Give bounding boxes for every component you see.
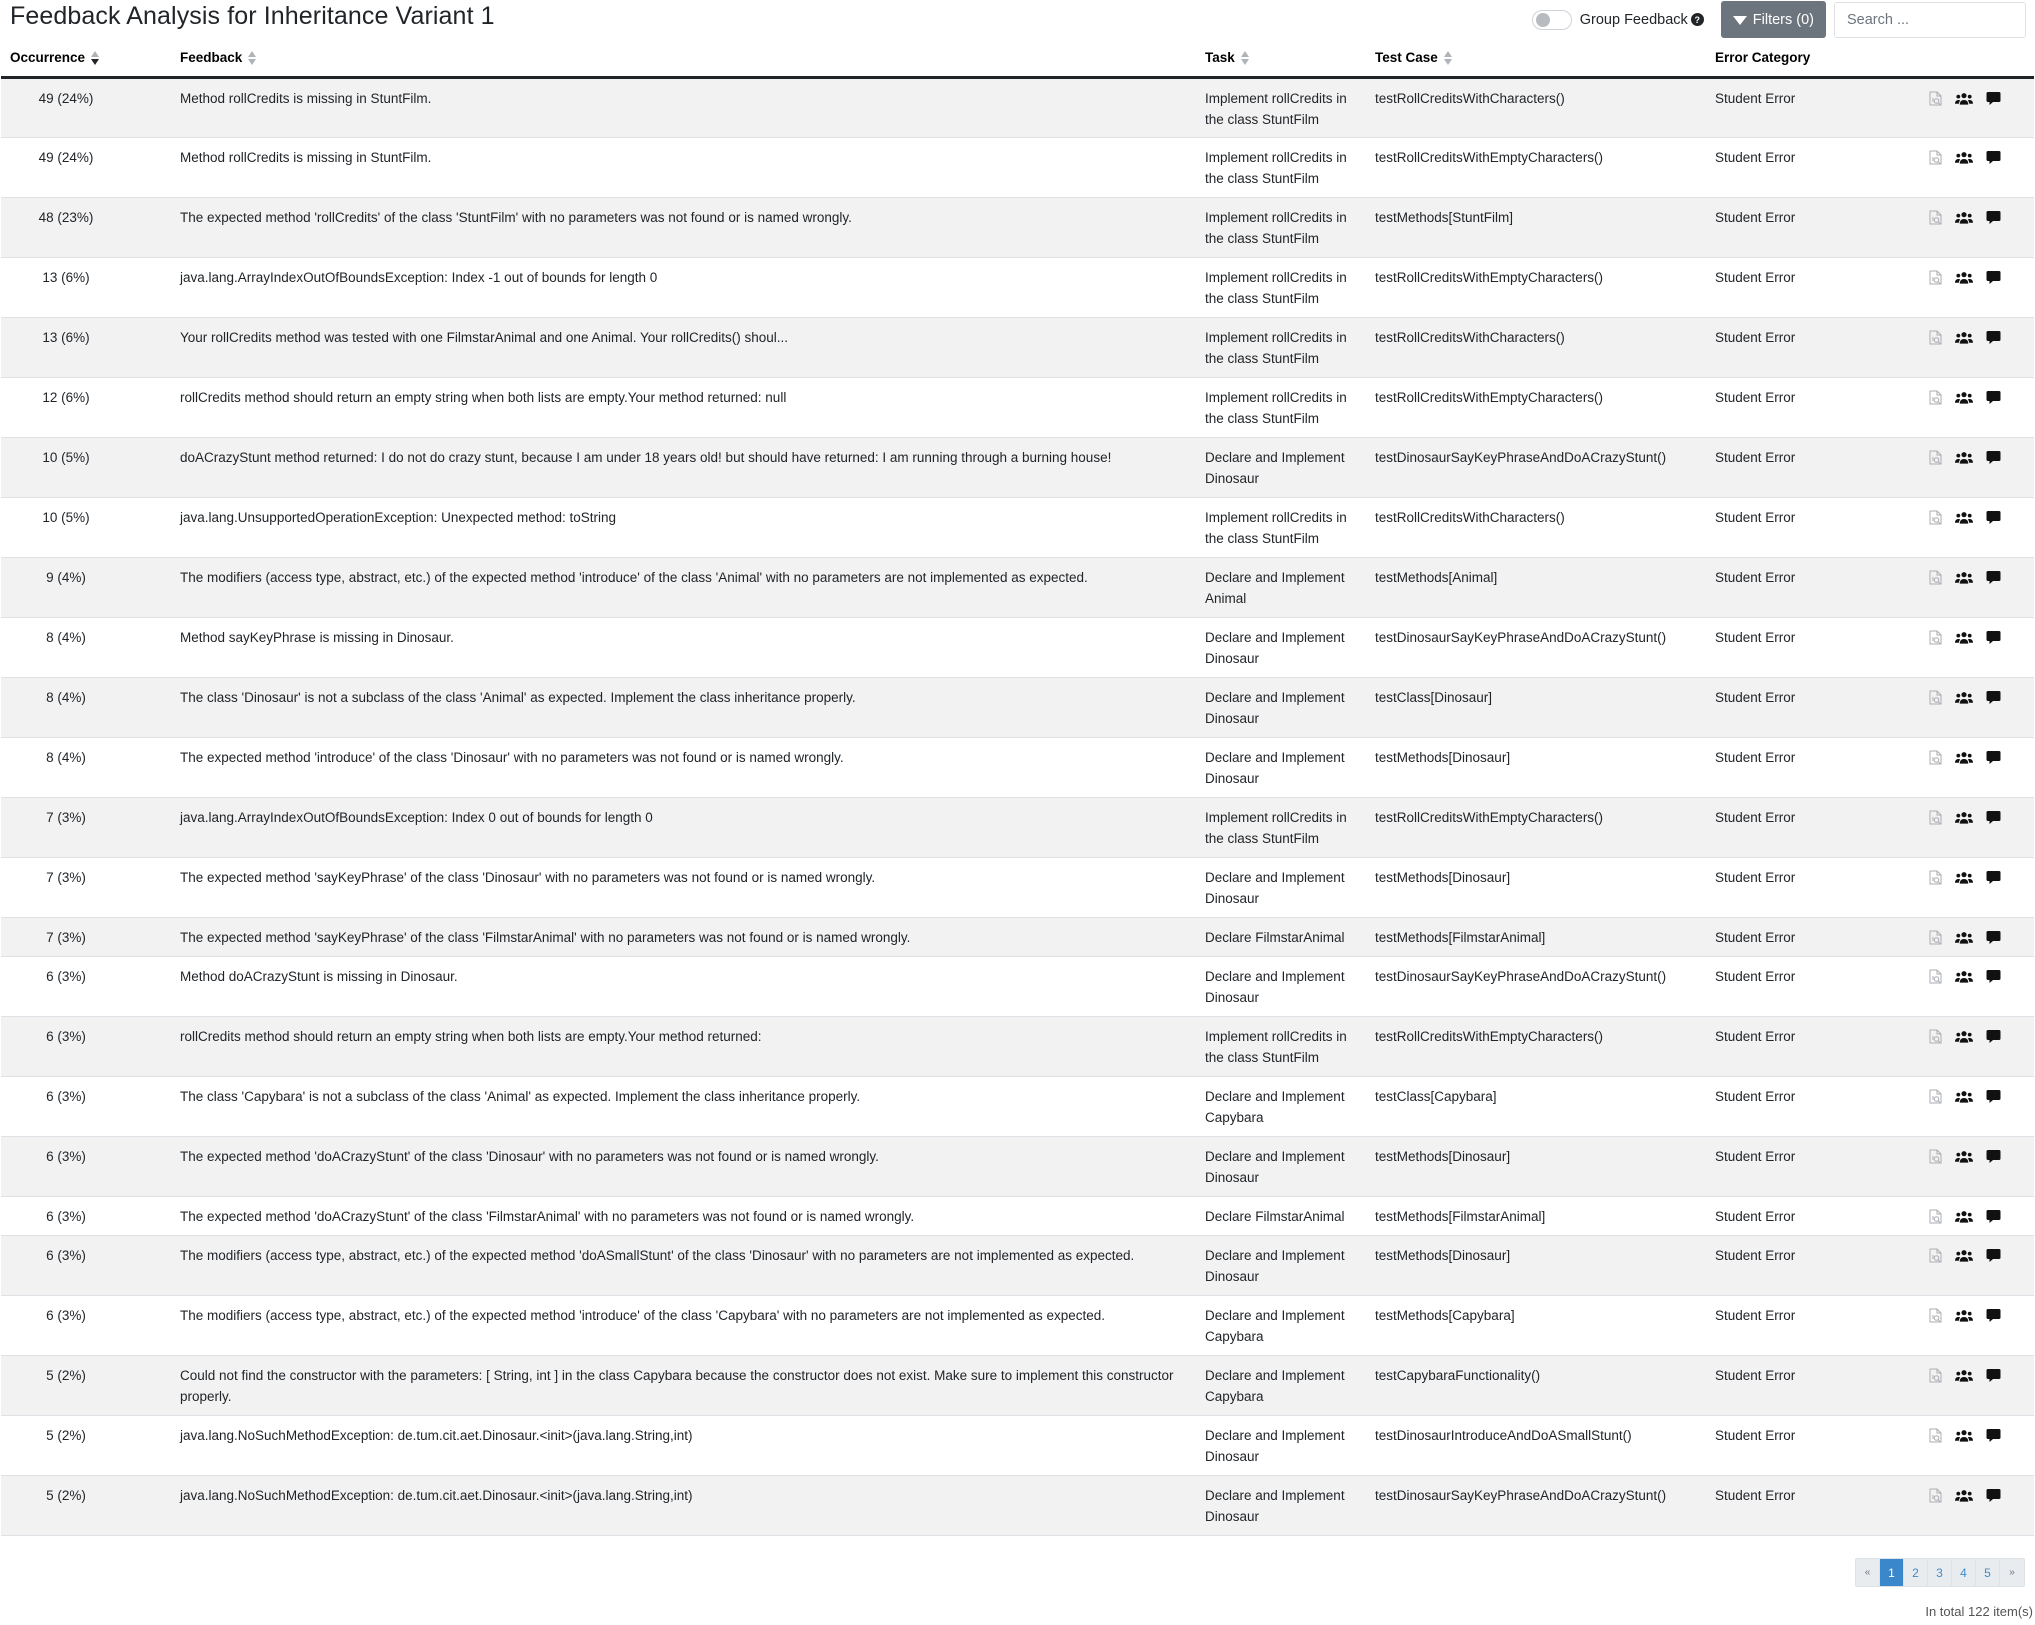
users-group-icon[interactable] (1955, 1368, 1973, 1384)
comment-icon[interactable] (1984, 1029, 2002, 1045)
users-group-icon[interactable] (1955, 810, 1973, 826)
feedback-cell: The class 'Capybara' is not a subclass of the class 'Animal' as expected. Implement the class inheritance properly. (180, 1088, 861, 1104)
filters-button[interactable] (1721, 1, 1826, 38)
error-category-cell: Student Error (1715, 149, 1796, 165)
detail-search-icon[interactable] (1926, 1368, 1944, 1384)
test-case-cell: testDinosaurSayKeyPhraseAndDoACrazyStunt() (1375, 449, 1667, 465)
feedback-cell: java.lang.NoSuchMethodException: de.tum.cit.aet.Dinosaur.<init>(java.lang.String,int) (180, 1487, 693, 1503)
error-category-cell: Student Error (1715, 1028, 1796, 1044)
comment-icon[interactable] (1984, 1488, 2002, 1504)
occurrence-cell: 49 (24%) (38, 149, 94, 165)
users-group-icon[interactable] (1955, 1209, 1973, 1225)
table-row (1, 317, 2034, 377)
users-group-icon[interactable] (1955, 690, 1973, 706)
detail-search-icon[interactable] (1926, 750, 1944, 766)
task-cell: Declare and Implement Dinosaur (1205, 1427, 1345, 1464)
feedback-cell: rollCredits method should return an empty string when both lists are empty.Your method returned: (180, 1028, 762, 1044)
error-category-cell: Student Error (1715, 968, 1796, 984)
comment-icon[interactable] (1984, 210, 2002, 226)
actions-cell (1916, 257, 2034, 317)
filters-button-label: Filters (0) (1752, 11, 1814, 28)
pagination-page-4[interactable]: 4 (1952, 1559, 1976, 1586)
comment-icon[interactable] (1984, 1368, 2002, 1384)
test-case-cell: testMethods[Dinosaur] (1375, 1247, 1511, 1263)
feedback-cell: Method rollCredits is missing in StuntFilm. (180, 149, 432, 165)
filter-funnel-icon (1733, 16, 1747, 25)
comment-icon[interactable] (1984, 969, 2002, 985)
test-case-cell: testClass[Dinosaur] (1375, 689, 1493, 705)
users-group-icon[interactable] (1955, 1149, 1973, 1165)
detail-search-icon[interactable] (1926, 510, 1944, 526)
task-cell: Declare and Implement Dinosaur (1205, 749, 1345, 786)
table-row (1, 1235, 2034, 1295)
search-input[interactable] (1834, 2, 2026, 38)
error-category-cell: Student Error (1715, 1247, 1796, 1263)
detail-search-icon[interactable] (1926, 690, 1944, 706)
column-header-label: Test Case (1375, 50, 1438, 66)
test-case-cell: testRollCreditsWithEmptyCharacters() (1375, 1028, 1604, 1044)
feedback-cell: The class 'Dinosaur' is not a subclass of the class 'Animal' as expected. Implement the class inheritance properly. (180, 689, 856, 705)
detail-search-icon[interactable] (1926, 150, 1944, 166)
pagination-page-5[interactable]: 5 (1976, 1559, 2000, 1586)
actions-cell (1916, 1076, 2034, 1136)
task-cell: Declare and Implement Dinosaur (1205, 629, 1345, 666)
task-cell: Declare and Implement Dinosaur (1205, 1487, 1345, 1524)
feedback-cell: The expected method 'introduce' of the class 'Dinosaur' with no parameters was not found or is named wrongly. (180, 749, 844, 765)
occurrence-cell: 8 (4%) (46, 749, 86, 765)
detail-search-icon[interactable] (1926, 330, 1944, 346)
table-row (1, 677, 2034, 737)
actions-cell (1916, 137, 2034, 197)
task-cell: Declare and Implement Capybara (1205, 1307, 1345, 1344)
table-row (1, 956, 2034, 1016)
error-category-cell: Student Error (1715, 689, 1796, 705)
task-cell: Declare and Implement Animal (1205, 569, 1345, 606)
occurrence-cell: 6 (3%) (46, 1088, 86, 1104)
actions-cell (1916, 1355, 2034, 1415)
feedback-cell: The expected method 'sayKeyPhrase' of the class 'FilmstarAnimal' with no parameters was not found or is named wrongly. (180, 929, 911, 945)
test-case-cell: testRollCreditsWithEmptyCharacters() (1375, 269, 1604, 285)
feedback-cell: Method rollCredits is missing in StuntFilm. (180, 90, 432, 106)
table-row (1, 77, 2034, 137)
actions-cell (1916, 197, 2034, 257)
test-case-cell: testDinosaurSayKeyPhraseAndDoACrazyStunt() (1375, 629, 1667, 645)
occurrence-cell: 8 (4%) (46, 689, 86, 705)
total-items: In total 122 item(s) (1925, 1604, 2033, 1619)
users-group-icon[interactable] (1955, 570, 1973, 586)
test-case-cell: testRollCreditsWithCharacters() (1375, 509, 1565, 525)
detail-search-icon[interactable] (1926, 810, 1944, 826)
users-group-icon[interactable] (1955, 1248, 1973, 1264)
test-case-cell: testRollCreditsWithCharacters() (1375, 329, 1565, 345)
comment-icon[interactable] (1984, 390, 2002, 406)
detail-search-icon[interactable] (1926, 969, 1944, 985)
test-case-cell: testMethods[FilmstarAnimal] (1375, 1208, 1546, 1224)
error-category-cell: Student Error (1715, 1367, 1796, 1383)
task-cell: Declare and Implement Dinosaur (1205, 968, 1345, 1005)
column-header-error-category (1706, 40, 1916, 77)
task-cell: Declare and Implement Dinosaur (1205, 869, 1345, 906)
occurrence-cell: 5 (2%) (46, 1367, 86, 1383)
pagination-page-2[interactable]: 2 (1904, 1559, 1928, 1586)
detail-search-icon[interactable] (1926, 1248, 1944, 1264)
comment-icon[interactable] (1984, 690, 2002, 706)
actions-cell (1916, 557, 2034, 617)
task-cell: Declare and Implement Dinosaur (1205, 1148, 1345, 1185)
table-row (1, 1016, 2034, 1076)
pagination-prev[interactable]: « (1856, 1559, 1880, 1586)
sort-icon[interactable] (248, 51, 257, 65)
comment-icon[interactable] (1984, 1248, 2002, 1264)
users-group-icon[interactable] (1955, 510, 1973, 526)
test-case-cell: testRollCreditsWithEmptyCharacters() (1375, 149, 1604, 165)
task-cell: Declare FilmstarAnimal (1205, 929, 1345, 945)
table-body (1, 77, 2034, 1535)
occurrence-cell: 5 (2%) (46, 1427, 86, 1443)
table-row (1, 437, 2034, 497)
test-case-cell: testRollCreditsWithEmptyCharacters() (1375, 389, 1604, 405)
test-case-cell: testDinosaurSayKeyPhraseAndDoACrazyStunt() (1375, 968, 1667, 984)
occurrence-cell: 7 (3%) (46, 869, 86, 885)
detail-search-icon[interactable] (1926, 1428, 1944, 1444)
detail-search-icon[interactable] (1926, 210, 1944, 226)
task-cell: Implement rollCredits in the class StuntFilm (1205, 269, 1347, 306)
page-title: Feedback Analysis for Inheritance Variant 1 (10, 2, 495, 30)
detail-search-icon[interactable] (1926, 1308, 1944, 1324)
users-group-icon[interactable] (1955, 1308, 1973, 1324)
detail-search-icon[interactable] (1926, 450, 1944, 466)
top-bar (0, 0, 2035, 40)
comment-icon[interactable] (1984, 810, 2002, 826)
test-case-cell: testRollCreditsWithCharacters() (1375, 90, 1565, 106)
task-cell: Implement rollCredits in the class StuntFilm (1205, 809, 1347, 846)
error-category-cell: Student Error (1715, 1427, 1796, 1443)
actions-cell (1916, 917, 2034, 956)
occurrence-cell: 7 (3%) (46, 929, 86, 945)
error-category-cell: Student Error (1715, 269, 1796, 285)
group-feedback-label: Group Feedback (1579, 11, 1688, 28)
feedback-cell: java.lang.UnsupportedOperationException: Unexpected method: toString (180, 509, 617, 525)
users-group-icon[interactable] (1955, 270, 1973, 286)
feedback-cell: Method doACrazyStunt is missing in Dinosaur. (180, 968, 458, 984)
occurrence-cell: 6 (3%) (46, 968, 86, 984)
users-group-icon[interactable] (1955, 1089, 1973, 1105)
column-header-test-case[interactable] (1366, 40, 1706, 77)
actions-cell (1916, 617, 2034, 677)
actions-cell (1916, 377, 2034, 437)
feedback-cell: doACrazyStunt method returned: I do not do crazy stunt, because I am under 18 years old! but should have returned: I am running through a burning house! (180, 449, 1112, 465)
error-category-cell: Student Error (1715, 749, 1796, 765)
task-cell: Implement rollCredits in the class StuntFilm (1205, 389, 1347, 426)
users-group-icon[interactable] (1955, 91, 1973, 107)
occurrence-cell: 13 (6%) (42, 269, 90, 285)
occurrence-cell: 6 (3%) (46, 1247, 86, 1263)
detail-search-icon[interactable] (1926, 870, 1944, 886)
detail-search-icon[interactable] (1926, 1149, 1944, 1165)
users-group-icon[interactable] (1955, 750, 1973, 766)
table-row (1, 797, 2034, 857)
comment-icon[interactable] (1984, 1308, 2002, 1324)
table-row (1, 1355, 2034, 1415)
task-cell: Declare and Implement Dinosaur (1205, 449, 1345, 486)
detail-search-icon[interactable] (1926, 570, 1944, 586)
table-row (1, 1076, 2034, 1136)
table-row (1, 1415, 2034, 1475)
comment-icon[interactable] (1984, 150, 2002, 166)
table-row (1, 497, 2034, 557)
occurrence-cell: 10 (5%) (42, 509, 90, 525)
task-cell: Declare and Implement Dinosaur (1205, 689, 1345, 726)
detail-search-icon[interactable] (1926, 390, 1944, 406)
table-row (1, 137, 2034, 197)
column-header-task[interactable] (1196, 40, 1366, 77)
detail-search-icon[interactable] (1926, 270, 1944, 286)
task-cell: Implement rollCredits in the class StuntFilm (1205, 209, 1347, 246)
table-row (1, 1295, 2034, 1355)
error-category-cell: Student Error (1715, 389, 1796, 405)
table-row (1, 557, 2034, 617)
column-header-feedback[interactable] (171, 40, 1196, 77)
feedback-cell: The expected method 'sayKeyPhrase' of the class 'Dinosaur' with no parameters was not found or is named wrongly. (180, 869, 876, 885)
actions-cell (1916, 797, 2034, 857)
feedback-cell: rollCredits method should return an empty string when both lists are empty.Your method returned: null (180, 389, 787, 405)
error-category-cell: Student Error (1715, 329, 1796, 345)
error-category-cell: Student Error (1715, 809, 1796, 825)
test-case-cell: testRollCreditsWithEmptyCharacters() (1375, 809, 1604, 825)
comment-icon[interactable] (1984, 630, 2002, 646)
comment-icon[interactable] (1984, 1089, 2002, 1105)
comment-icon[interactable] (1984, 450, 2002, 466)
occurrence-cell: 13 (6%) (42, 329, 90, 345)
occurrence-cell: 8 (4%) (46, 629, 86, 645)
table-row (1, 197, 2034, 257)
error-category-cell: Student Error (1715, 1208, 1796, 1224)
users-group-icon[interactable] (1955, 210, 1973, 226)
error-category-cell: Student Error (1715, 449, 1796, 465)
header-controls (1532, 1, 2026, 38)
comment-icon[interactable] (1984, 510, 2002, 526)
feedback-cell: The expected method 'doACrazyStunt' of the class 'Dinosaur' with no parameters was not found or is named wrongly. (180, 1148, 879, 1164)
users-group-icon[interactable] (1955, 969, 1973, 985)
test-case-cell: testMethods[Animal] (1375, 569, 1498, 585)
occurrence-cell: 9 (4%) (46, 569, 86, 585)
occurrence-cell: 6 (3%) (46, 1208, 86, 1224)
group-feedback-toggle[interactable] (1532, 10, 1572, 30)
feedback-cell: Method sayKeyPhrase is missing in Dinosaur. (180, 629, 454, 645)
task-cell: Declare FilmstarAnimal (1205, 1208, 1345, 1224)
users-group-icon[interactable] (1955, 1428, 1973, 1444)
sort-icon[interactable] (1444, 51, 1453, 65)
comment-icon[interactable] (1984, 870, 2002, 886)
occurrence-cell: 48 (23%) (38, 209, 94, 225)
column-header-label: Error Category (1715, 50, 1811, 66)
detail-search-icon[interactable] (1926, 1089, 1944, 1105)
users-group-icon[interactable] (1955, 390, 1973, 406)
error-category-cell: Student Error (1715, 1088, 1796, 1104)
actions-cell (1916, 1415, 2034, 1475)
column-header-label: Occurrence (10, 50, 86, 66)
occurrence-cell: 6 (3%) (46, 1148, 86, 1164)
occurrence-cell: 49 (24%) (38, 90, 94, 106)
error-category-cell: Student Error (1715, 1148, 1796, 1164)
occurrence-cell: 6 (3%) (46, 1307, 86, 1323)
users-group-icon[interactable] (1955, 450, 1973, 466)
error-category-cell: Student Error (1715, 209, 1796, 225)
comment-icon[interactable] (1984, 1149, 2002, 1165)
question-circle-icon[interactable]: ? (1691, 13, 1704, 26)
task-cell: Implement rollCredits in the class StuntFilm (1205, 509, 1347, 546)
error-category-cell: Student Error (1715, 869, 1796, 885)
detail-search-icon[interactable] (1926, 1029, 1944, 1045)
actions-cell (1916, 1235, 2034, 1295)
task-cell: Implement rollCredits in the class StuntFilm (1205, 329, 1347, 366)
feedback-cell: Your rollCredits method was tested with one FilmstarAnimal and one Animal. Your rollCredits() shoul... (180, 329, 789, 345)
table-row (1, 917, 2034, 956)
users-group-icon[interactable] (1955, 330, 1973, 346)
actions-cell (1916, 857, 2034, 917)
table-row (1, 1136, 2034, 1196)
actions-cell (1916, 1136, 2034, 1196)
column-header-occurrence[interactable] (1, 40, 171, 77)
users-group-icon[interactable] (1955, 930, 1973, 946)
comment-icon[interactable] (1984, 930, 2002, 946)
detail-search-icon[interactable] (1926, 930, 1944, 946)
feedback-table (1, 40, 2034, 1536)
test-case-cell: testDinosaurSayKeyPhraseAndDoACrazyStunt() (1375, 1487, 1667, 1503)
actions-cell (1916, 1196, 2034, 1235)
test-case-cell: testMethods[StuntFilm] (1375, 209, 1514, 225)
detail-search-icon[interactable] (1926, 91, 1944, 107)
test-case-cell: testClass[Capybara] (1375, 1088, 1497, 1104)
users-group-icon[interactable] (1955, 1488, 1973, 1504)
table-row (1, 737, 2034, 797)
test-case-cell: testMethods[Dinosaur] (1375, 869, 1511, 885)
error-category-cell: Student Error (1715, 569, 1796, 585)
users-group-icon[interactable] (1955, 150, 1973, 166)
actions-cell (1916, 1295, 2034, 1355)
actions-cell (1916, 497, 2034, 557)
actions-cell (1916, 677, 2034, 737)
error-category-cell: Student Error (1715, 90, 1796, 106)
comment-icon[interactable] (1984, 750, 2002, 766)
users-group-icon[interactable] (1955, 1029, 1973, 1045)
table-row (1, 377, 2034, 437)
task-cell: Declare and Implement Capybara (1205, 1367, 1345, 1404)
error-category-cell: Student Error (1715, 629, 1796, 645)
column-header-actions (1916, 40, 2034, 77)
feedback-cell: java.lang.ArrayIndexOutOfBoundsException: Index -1 out of bounds for length 0 (180, 269, 658, 285)
occurrence-cell: 10 (5%) (42, 449, 90, 465)
table-row (1, 1475, 2034, 1535)
sort-icon[interactable] (91, 51, 100, 65)
users-group-icon[interactable] (1955, 870, 1973, 886)
comment-icon[interactable] (1984, 330, 2002, 346)
pagination-page-3[interactable]: 3 (1928, 1559, 1952, 1586)
feedback-cell: The modifiers (access type, abstract, etc.) of the expected method 'introduce' of the class 'Capybara' with no parameters are not implemented as expected. (180, 1307, 1106, 1323)
sort-icon[interactable] (1241, 51, 1250, 65)
error-category-cell: Student Error (1715, 509, 1796, 525)
actions-cell (1916, 437, 2034, 497)
occurrence-cell: 12 (6%) (42, 389, 90, 405)
task-cell: Implement rollCredits in the class StuntFilm (1205, 149, 1347, 186)
error-category-cell: Student Error (1715, 1487, 1796, 1503)
actions-cell (1916, 956, 2034, 1016)
actions-cell (1916, 1475, 2034, 1535)
pagination-page-1[interactable]: 1 (1880, 1559, 1904, 1586)
detail-search-icon[interactable] (1926, 1488, 1944, 1504)
test-case-cell: testDinosaurIntroduceAndDoASmallStunt() (1375, 1427, 1632, 1443)
occurrence-cell: 7 (3%) (46, 809, 86, 825)
table-header-row (1, 40, 2034, 77)
feedback-cell: Could not find the constructor with the parameters: [ String, int ] in the class Capybara because the constructor does not exist. Make sure to implement this constructor properly. (180, 1367, 1174, 1404)
comment-icon[interactable] (1984, 570, 2002, 586)
feedback-cell: The expected method 'doACrazyStunt' of the class 'FilmstarAnimal' with no parameters was not found or is named wrongly. (180, 1208, 915, 1224)
task-cell: Declare and Implement Dinosaur (1205, 1247, 1345, 1284)
feedback-cell: java.lang.ArrayIndexOutOfBoundsException: Index 0 out of bounds for length 0 (180, 809, 653, 825)
table-row (1, 617, 2034, 677)
table-row (1, 857, 2034, 917)
feedback-cell: java.lang.NoSuchMethodException: de.tum.cit.aet.Dinosaur.<init>(java.lang.String,int) (180, 1427, 693, 1443)
table-row (1, 1196, 2034, 1235)
test-case-cell: testCapybaraFunctionality() (1375, 1367, 1541, 1383)
test-case-cell: testMethods[Capybara] (1375, 1307, 1515, 1323)
actions-cell (1916, 1016, 2034, 1076)
occurrence-cell: 6 (3%) (46, 1028, 86, 1044)
users-group-icon[interactable] (1955, 630, 1973, 646)
toggle-knob (1536, 13, 1550, 27)
comment-icon[interactable] (1984, 1428, 2002, 1444)
column-header-label: Task (1205, 50, 1235, 66)
table-row (1, 257, 2034, 317)
pagination-next[interactable]: » (2000, 1559, 2024, 1586)
error-category-cell: Student Error (1715, 1307, 1796, 1323)
column-header-label: Feedback (180, 50, 243, 66)
comment-icon[interactable] (1984, 270, 2002, 286)
occurrence-cell: 5 (2%) (46, 1487, 86, 1503)
feedback-cell: The expected method 'rollCredits' of the class 'StuntFilm' with no parameters was not found or is named wrongly. (180, 209, 852, 225)
actions-cell (1916, 317, 2034, 377)
detail-search-icon[interactable] (1926, 1209, 1944, 1225)
task-cell: Implement rollCredits in the class StuntFilm (1205, 1028, 1347, 1065)
test-case-cell: testMethods[Dinosaur] (1375, 1148, 1511, 1164)
actions-cell (1916, 77, 2034, 137)
feedback-cell: The modifiers (access type, abstract, etc.) of the expected method 'introduce' of the class 'Animal' with no parameters are not implemented as expected. (180, 569, 1088, 585)
pagination (1855, 1558, 2025, 1587)
test-case-cell: testMethods[FilmstarAnimal] (1375, 929, 1546, 945)
comment-icon[interactable] (1984, 91, 2002, 107)
test-case-cell: testMethods[Dinosaur] (1375, 749, 1511, 765)
actions-cell (1916, 737, 2034, 797)
detail-search-icon[interactable] (1926, 630, 1944, 646)
feedback-cell: The modifiers (access type, abstract, etc.) of the expected method 'doASmallStunt' of the class 'Dinosaur' with no parameters are not implemented as expected. (180, 1247, 1135, 1263)
error-category-cell: Student Error (1715, 929, 1796, 945)
task-cell: Declare and Implement Capybara (1205, 1088, 1345, 1125)
comment-icon[interactable] (1984, 1209, 2002, 1225)
task-cell: Implement rollCredits in the class StuntFilm (1205, 90, 1347, 127)
